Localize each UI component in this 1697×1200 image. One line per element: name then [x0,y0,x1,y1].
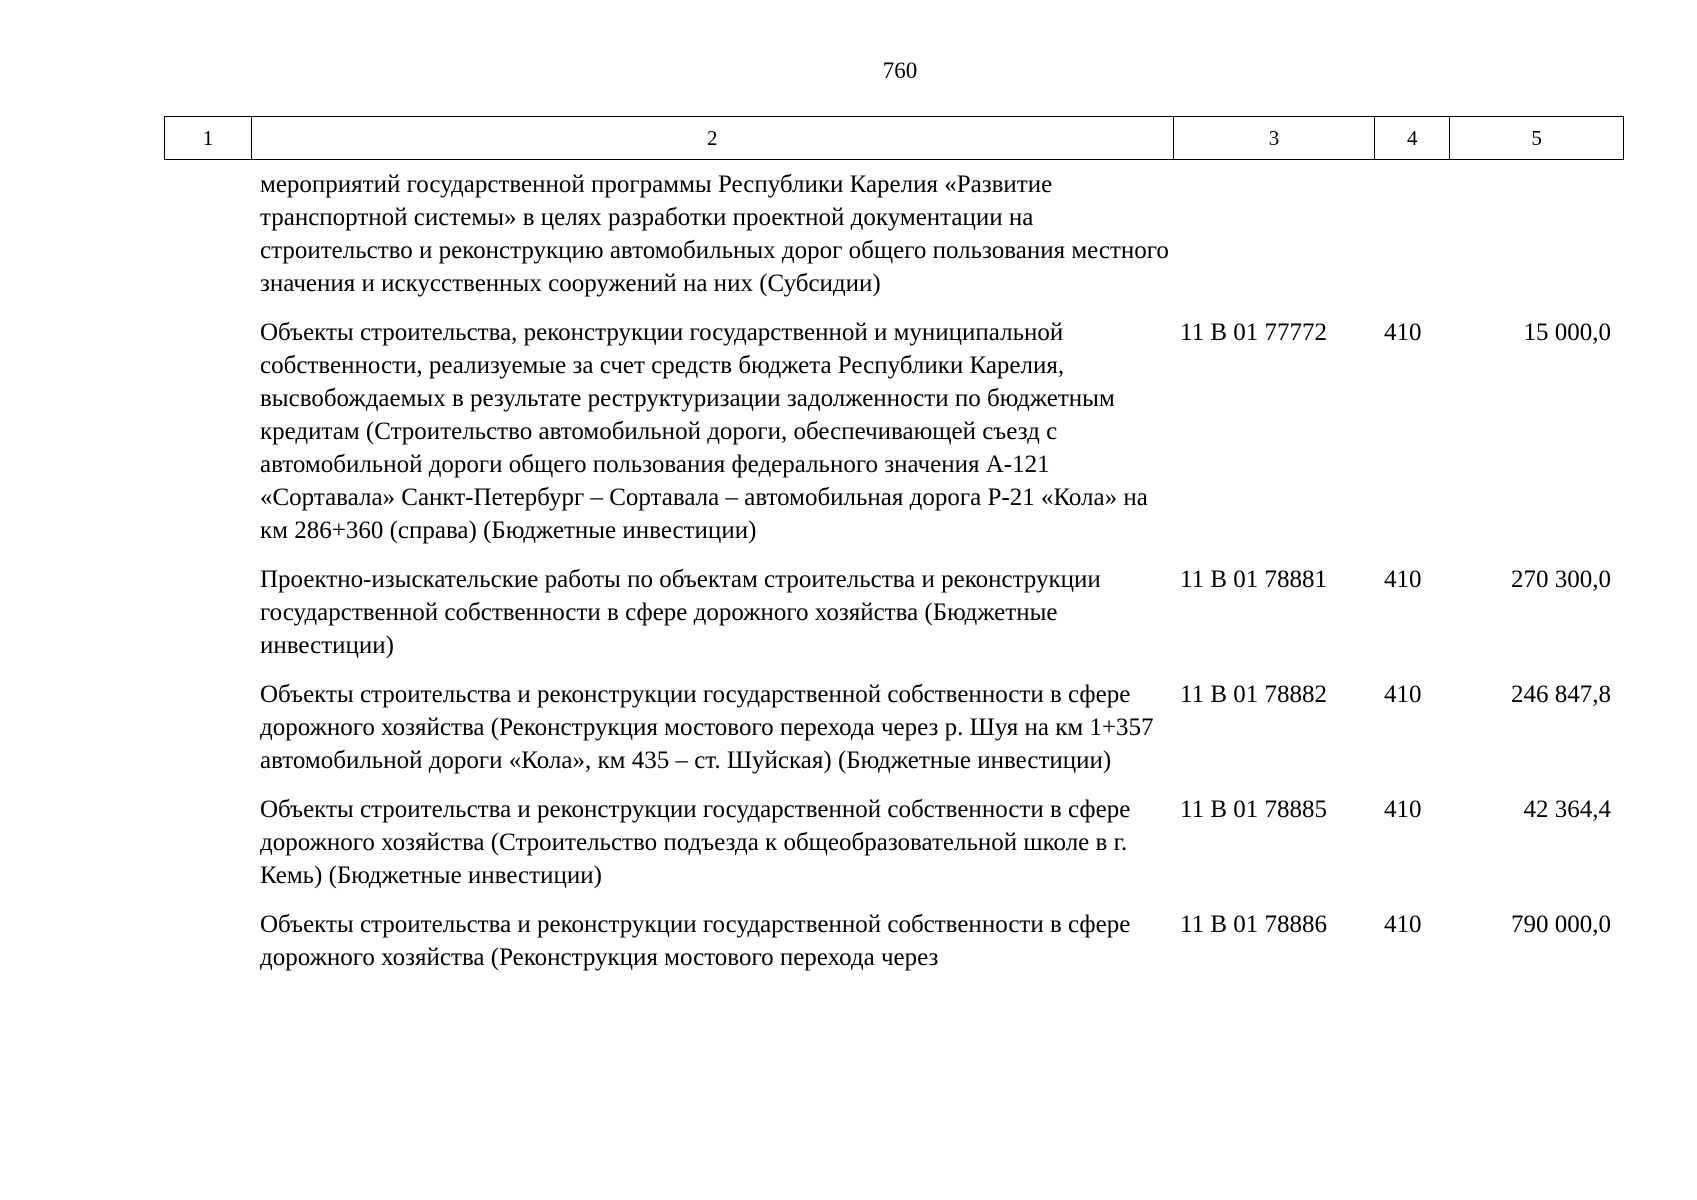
header-col-4: 4 [1375,117,1450,159]
table-row [0,168,1697,300]
row-sum: 270 300,0 [1511,566,1611,593]
row-expense-type: 410 [1384,681,1422,708]
row-sum: 42 364,4 [1523,796,1611,823]
header-col-2: 2 [252,117,1174,159]
row-description: Объекты строительства и реконструкции государственной собственности в сфере дорожного хозяйства (Реконструкция мостового перехода через [260,911,1131,971]
table-body [0,168,1697,990]
row-description: Проектно-изыскательские работы по объектам строительства и реконструкции государственной собственности в сфере дорожного хозяйства (Бюджетные инвестиции) [260,566,1101,659]
table-row [0,563,1697,662]
table-row [0,678,1697,777]
row-code: 11 В 01 78885 [1180,796,1327,823]
row-sum: 246 847,8 [1511,681,1611,708]
row-expense-type: 410 [1384,796,1422,823]
row-sum: 15 000,0 [1523,319,1611,346]
row-code: 11 В 01 77772 [1180,319,1327,346]
row-description: Объекты строительства и реконструкции государственной собственности в сфере дорожного хозяйства (Реконструкция мостового перехода через р. Шуя на км 1+357 автомобильной дороги «Кола», км 435 – ст. Шуйская) (Бюджетные инвестиции) [260,681,1154,774]
row-description: мероприятий государственной программы Республики Карелия «Развитие транспортной системы» в целях разработки проектной документации на строительство и реконструкцию автомобильных дорог общего пользования местного значения и искусственных сооружений на них (Субсидии) [260,171,1169,297]
row-code: 11 В 01 78881 [1180,566,1327,593]
row-code: 11 В 01 78882 [1180,681,1327,708]
row-description: Объекты строительства и реконструкции государственной собственности в сфере дорожного хозяйства (Строительство подъезда к общеобразовательной школе в г. Кемь) (Бюджетные инвестиции) [260,796,1131,889]
header-col-1: 1 [165,117,252,159]
row-expense-type: 410 [1384,911,1422,938]
row-expense-type: 410 [1384,566,1422,593]
table-row [0,908,1697,974]
table-row [0,793,1697,892]
row-code: 11 В 01 78886 [1180,911,1327,938]
table-header [164,116,1624,160]
page-number: 760 [882,58,918,83]
header-col-5: 5 [1531,125,1542,150]
row-description: Объекты строительства, реконструкции государственной и муниципальной собственности, реализуемые за счет средств бюджета Республики Карелия, высвобождаемых в результате реструктуризации задолженности по бюджетным кредитам (Строительство автомобильной дороги, обеспечивающей съезд с автомобильной дороги общего пользования федерального значения А-121 «Сортавала» Санкт-Петербург – Сортавала – автомобильная дорога Р-21 «Кола» на км 286+360 (справа) (Бюджетные инвестиции) [260,319,1148,544]
table-row [0,316,1697,547]
row-sum: 790 000,0 [1511,911,1611,938]
row-expense-type: 410 [1384,319,1422,346]
header-col-3: 3 [1174,117,1376,159]
